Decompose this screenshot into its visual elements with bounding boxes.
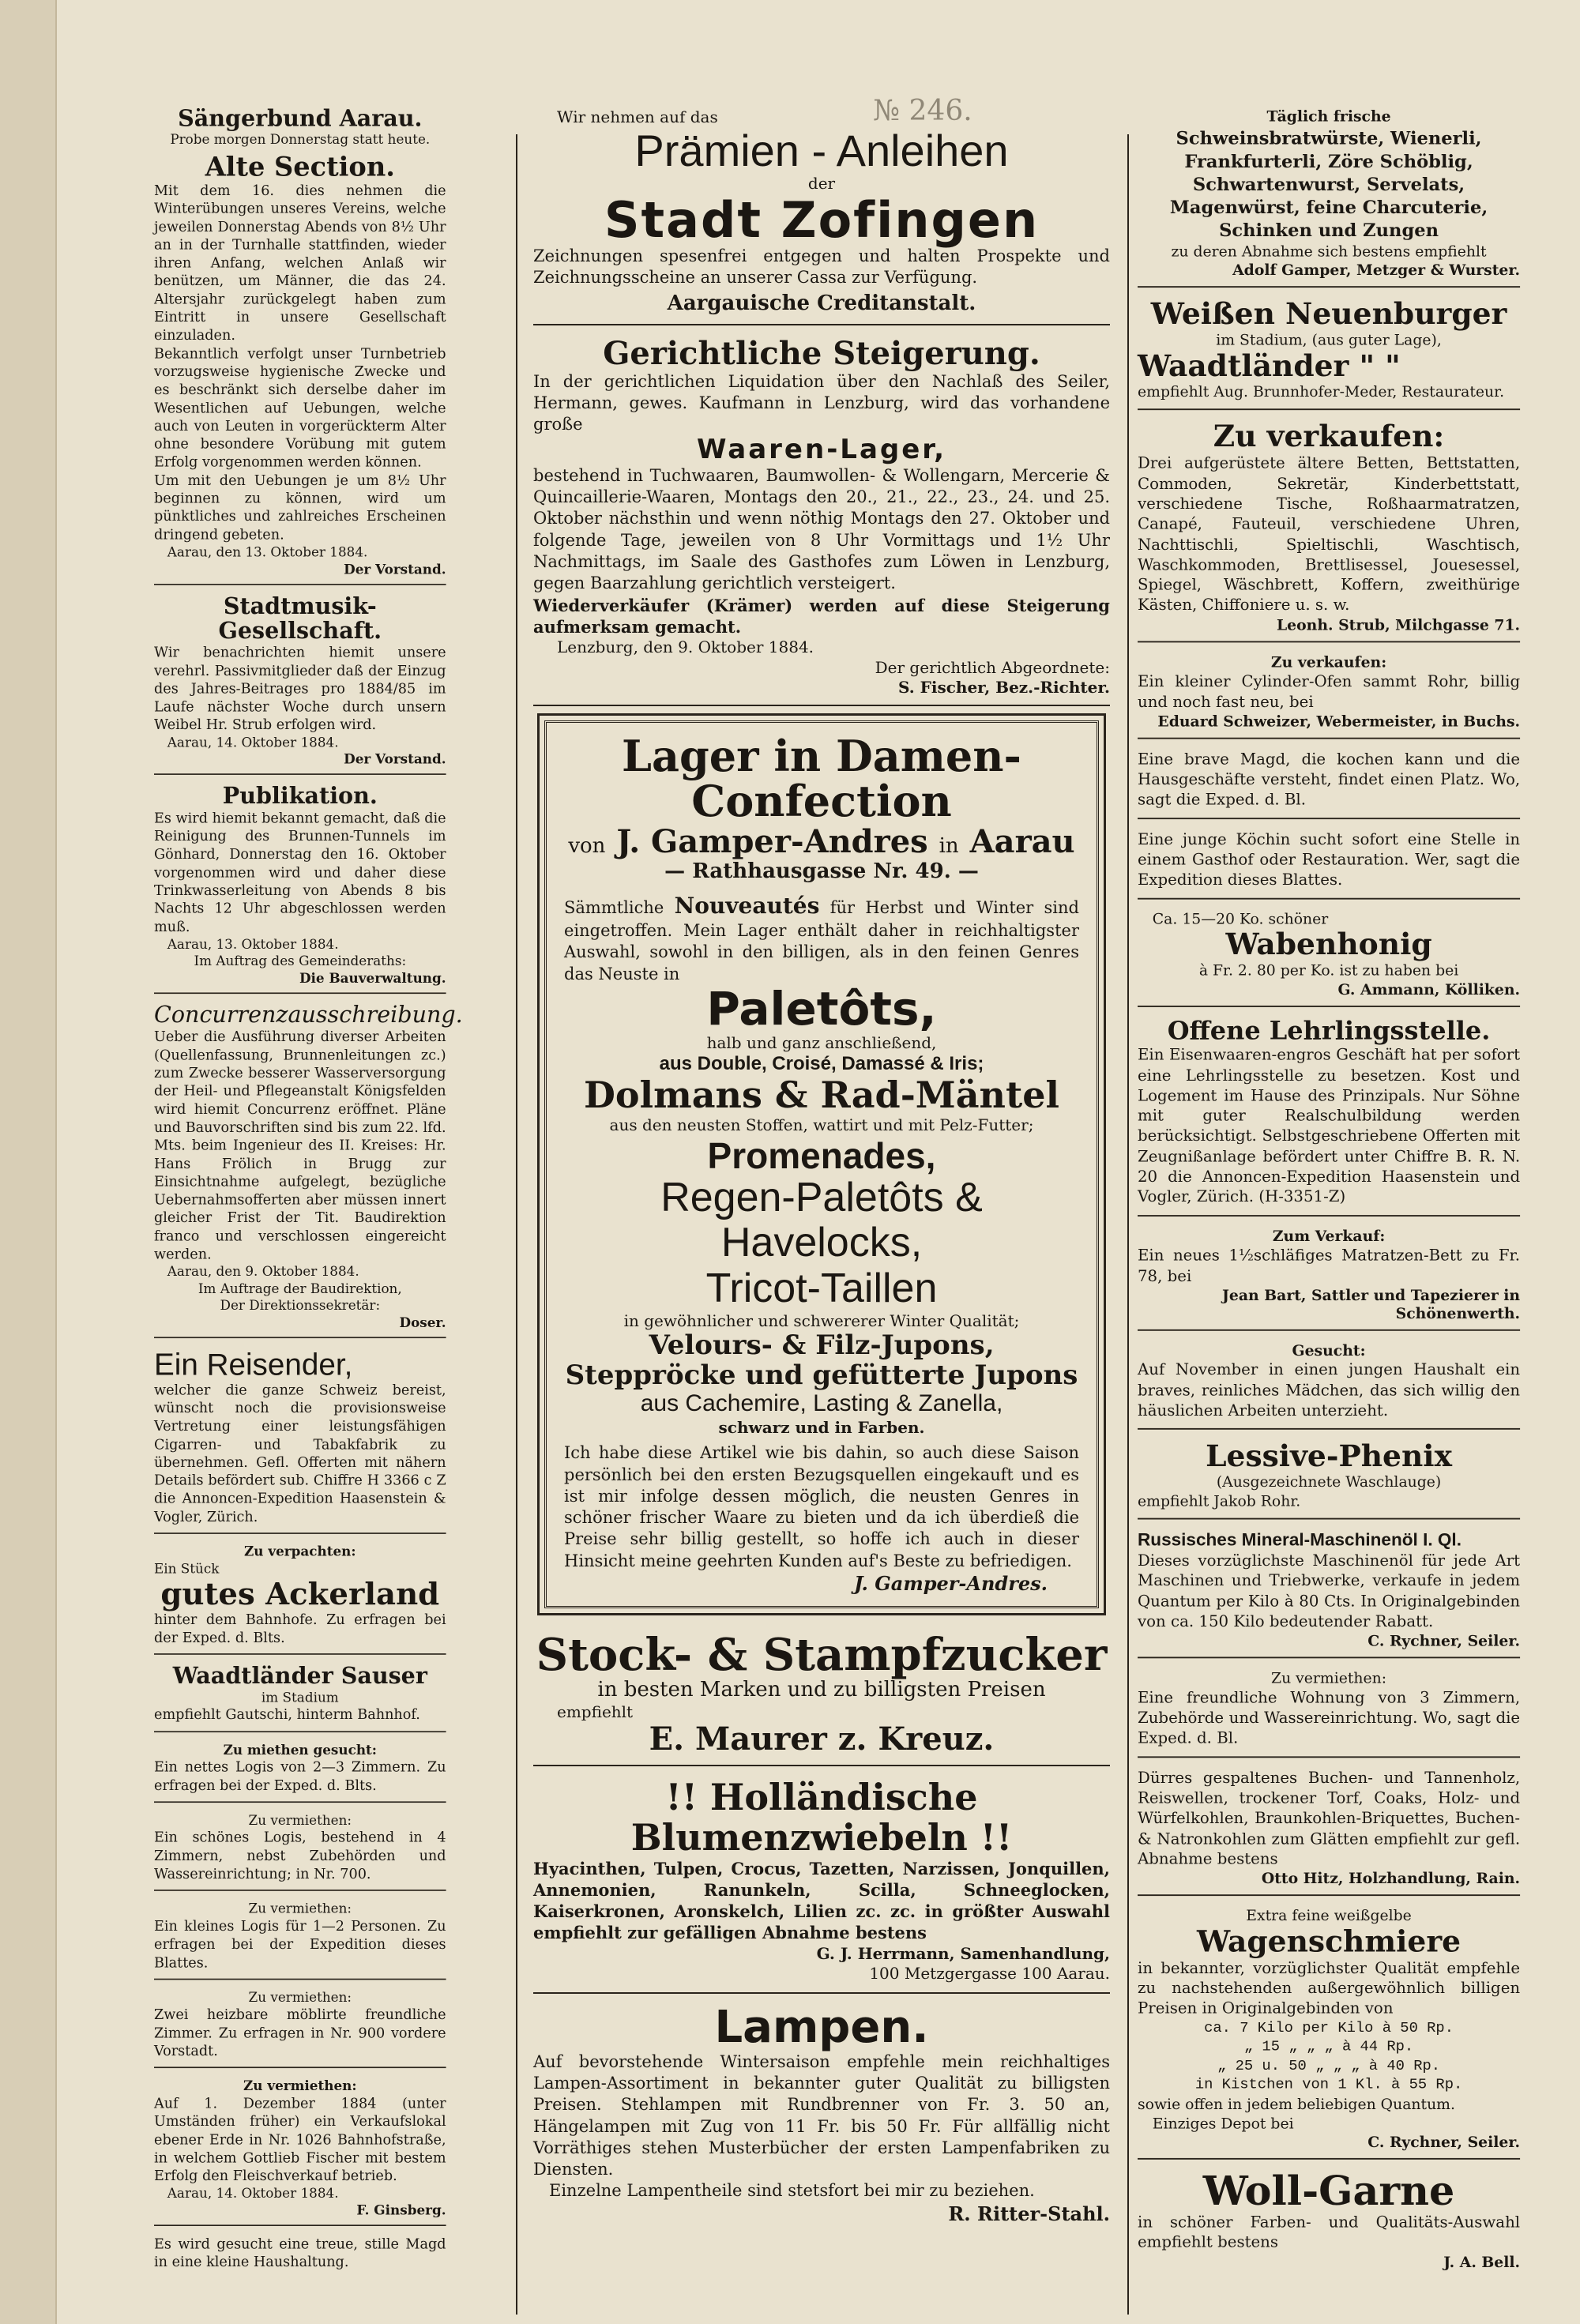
ad-date: Aarau, 14. Oktober 1884. — [167, 2185, 339, 2202]
ad-text: Ein schönes Logis, bestehend in 4 Zimmern, nebst Zubehörden und Wassereinrichtung; in Nr. 700. — [154, 1829, 446, 1882]
ad-text: Wir benachrichten hiemit unsere verehrl. Passivmitglieder daß der Einzug des Jahres-Beitrages pro 1884/85 im Laufe nächster Woche durch unsern Weibel Hr. Strub erfolgen wird. — [154, 644, 446, 733]
ad-title: Stock- & Stampfzucker — [536, 1629, 1108, 1682]
ad-text: In der gerichtlichen Liquidation über den Nachlaß des Seiler, Hermann, gewes. Kaufmann in Lenzburg, wird das vorhandene große — [533, 371, 1110, 434]
ad-wollgarne — [1138, 2166, 1520, 2278]
ad-title: Zu vermiethen: — [248, 1988, 352, 2006]
ad-firm: J. Gamper-Andres — [616, 822, 928, 860]
ad-text: Auf bevorstehende Wintersaison empfehle mein reichhaltiges Lampen-Assortiment in bekannter guter Qualität zu billigsten Preisen. Stehlampen mit Rundbrenner von Fr. 3. 50 an, Hängelampen mit Zug von 11 Fr. bis 50 Fr. Für allfällig nicht Vorräthiges stehen Musterbücher der ersten Lampenfabriken zu Diensten. — [533, 2051, 1110, 2179]
ad-signature: Aargauische Creditanstalt. — [667, 291, 976, 315]
ad-title: Gerichtliche Steigerung. — [603, 334, 1040, 372]
ad-text-6: Ich habe diese Artikel wie bis dahin, so auch diese Saison persönlich bei den ersten Bezugsquellen eingekauft und es ist mir infolge dessen möglich, die neusten Genres in schöner frischer Waare zu bieten und da ich überdieß die Preise sehr billig gestellt, so hoffe ich auch in dieser Hinsicht meine geehrten Kunden auf's Beste zu befriedigen. — [564, 1443, 1079, 1570]
ad-blumenzwiebeln — [533, 1773, 1110, 1994]
ad-pretitle: Zu verpachten: — [244, 1543, 356, 1559]
ad-city: Aarau — [969, 822, 1075, 860]
ad-promenades: Promenades, — [707, 1134, 936, 1176]
ad-title: Lessive-Phenix — [1206, 1438, 1453, 1474]
column-rule-right — [1127, 134, 1129, 2315]
ad-text-2: halb und ganz anschließend, — [706, 1032, 937, 1052]
ad-text: Drei aufgerüstete ältere Betten, Bettstatten, Commoden, Sekretär, Kinderbettstatt, verschiedene Tische, Roßhaarmatratzen, Canapé, Fauteuil, verschiedene Uhren, Nachttischli, Spieltischli, Waschtisch, Waschkommoden, Brettlisessel, Jouesessel, Spiegel, Wäschbrett, Koffern, zweithürige Kästen, Chiffoniere u. s. w. — [1138, 453, 1521, 615]
ad-depot: Einziges Depot bei — [1152, 2114, 1294, 2132]
ad-logis-5 — [154, 2074, 446, 2226]
ad-signature-line: Im Auftrag des Gemeinderaths: — [194, 953, 407, 969]
ad-signature: Leonh. Strub, Milchgasse 71. — [1276, 615, 1521, 634]
ad-intro: Wir nehmen auf das — [557, 107, 718, 126]
price-line-1: ca. 7 Kilo per Kilo à 50 Rp. — [1204, 2019, 1454, 2037]
newspaper-page — [83, 95, 1560, 2315]
ad-concurrenz — [154, 999, 463, 1338]
ad-text-4: aus den neusten Stoffen, wattirt und mit Pelz-Futter; — [609, 1115, 1034, 1135]
ad-text: Dürres gespaltenes Buchen- und Tannenholz, Reiswellen, trockener Torf, Coaks, Holz- und Würfelkohlen, Braunkohlen-Briquettes, Buchen- & Natronkohlen zum Glätten empfiehlt zur gefl. Abnahme bestens — [1138, 1769, 1521, 1868]
ad-text-2: Einzelne Lampentheile sind stetsfort bei mir zu beziehen. — [549, 2181, 1035, 2201]
ad-lampen — [533, 2000, 1110, 2233]
ad-subtitle: im Stadium — [261, 1689, 339, 1705]
ad-text: Mit dem 16. dies nehmen die Winterübungen unseres Vereins, welche jeweilen Donnerstag Abends von 8½ Uhr an in der Turnhalle stattfinden, wieder ihren Anfang, welchen Anlaß wir benützen, um Männer, die das 24. Altersjahr zurückgelegt haben zum Eintritt in unsere Gesellschaft einzuladen. — [154, 182, 446, 344]
ad-pretitle: Ca. 15—20 Ko. schöner — [1152, 909, 1329, 928]
ad-text: Es wird hiemit bekannt gemacht, daß die Reinigung des Brunnen-Tunnels im Gönhard, Donnerstag den 16. Oktober vorgenommen wird und daher diese Trinkwasserleitung von Abends 8 bis Nachts 12 Uhr abgeschlossen werden muß. — [154, 810, 446, 934]
ad-text-2: sowie offen in jedem beliebigen Quantum. — [1138, 2095, 1455, 2113]
ad-subtitle: Probe morgen Donnerstag statt heute. — [170, 131, 431, 148]
ad-text: in besten Marken und zu billigsten Preisen — [597, 1677, 1046, 1702]
ad-text-2: Bekanntlich verfolgt unser Turnbetrieb vorzugsweise hygienische Zwecke und es beschränkt sich derselbe daher im Wesentlichen auf Uebungen, welche auch von Leuten in vorgerückterm Alter ohne besondere Vorübung mit gutem Erfolg vorgenommen werden können. — [154, 345, 446, 470]
ad-velours: Velours- & Filz-Jupons, — [649, 1329, 995, 1362]
ad-date: Aarau, 14. Oktober 1884. — [167, 734, 339, 750]
ad-logis-2 — [154, 1808, 446, 1891]
ad-pretitle: Täglich frische — [1266, 107, 1391, 126]
right-column — [1138, 103, 1520, 2284]
ad-damen-confection — [544, 720, 1099, 1608]
ad-title: Ein Reisender, — [154, 1347, 353, 1382]
ad-logis-1 — [154, 1737, 446, 1802]
ad-date: Aarau, den 9. Oktober 1884. — [167, 1263, 359, 1280]
ad-signature: Eduard Schweizer, Webermeister, in Buchs. — [1157, 712, 1521, 731]
ad-title: Sängerbund Aarau. — [178, 105, 423, 132]
ad-lessive — [1138, 1436, 1520, 1520]
ad-pretitle: Extra feine weißgelbe — [1246, 1906, 1412, 1925]
ad-text: Ein nettes Logis von 2—3 Zimmern. Zu erfragen bei der Exped. d. Blts. — [154, 1758, 446, 1793]
ad-signature-line: Der gerichtlich Abgeordnete: — [875, 657, 1110, 677]
ad-magd-2 — [1138, 745, 1520, 819]
ad-title: Zu verkaufen: — [1213, 419, 1445, 454]
ad-title: Publikation. — [222, 783, 378, 810]
ad-title: Wabenhonig — [1225, 927, 1432, 962]
ad-signature: S. Fischer, Bez.-Richter. — [898, 678, 1110, 698]
ad-maedchen — [1138, 1337, 1520, 1430]
ad-text: Ein neues 1½schläfiges Matratzen-Bett zu Fr. 78, bei — [1138, 1246, 1521, 1285]
ad-title: Zu vermiethen: — [248, 1811, 352, 1828]
ad-text: Eine freundliche Wohnung von 3 Zimmern, Zubehörde und Wassereinrichtung. Wo, sagt die Exped. d. Bl. — [1138, 1688, 1521, 1747]
ad-von: von — [568, 833, 606, 858]
ad-magd — [154, 2232, 446, 2278]
ad-matratze — [1138, 1222, 1520, 1330]
ad-praemien-anleihen — [533, 103, 1110, 325]
ad-ackerland — [154, 1540, 446, 1655]
ad-wohnung — [1138, 1664, 1520, 1758]
ad-text: Hyacinthen, Tulpen, Crocus, Tazetten, Narzissen, Jonquillen, Annemonien, Ranunkeln, Scilla, Schneeglocken, Kaiserkronen, Aronskelch, Lilien zc. zc. in größter Auswahl empfiehlt zur gefälligen Abnahme bestens — [533, 1858, 1110, 1943]
ad-tricot: Tricot-Taillen — [705, 1265, 938, 1311]
ad-logis-4 — [154, 1985, 446, 2068]
ad-title: Prämien - Anleihen — [634, 125, 1009, 175]
middle-column — [533, 103, 1110, 2239]
ad-text-3: aus Double, Croisé, Damassé & Iris; — [659, 1053, 984, 1075]
ad-title: Weißen Neuenburger — [1150, 296, 1507, 332]
ad-logis-3 — [154, 1897, 446, 1980]
ad-koechin — [1138, 825, 1520, 899]
price-line-4: in Kistchen von 1 Kl. à 55 Rp. — [1194, 2076, 1463, 2094]
ad-text: Schweinsbratwürste, Wienerli, Frankfurterli, Zöre Schöblig, Schwartenwurst, Servelats, Magenwürst, feine Charcuterie, Schinken und Zungen — [1169, 126, 1488, 242]
ad-text: welcher die ganze Schweiz bereist, wünscht noch die provisionsweise Vertretung einer leistungsfähigen Cigarren- und Tabakfabrik zu übernehmen. Gefl. Offerten mit nähern Details befördert sub. Chiffre H 3366 c Z die Annoncen-Expedition Haasenstein & Vogler, Zürich. — [154, 1382, 446, 1525]
ad-title: Lager in Damen-Confection — [622, 731, 1021, 827]
ad-title-2: Waadtländer " " — [1138, 348, 1401, 384]
ad-address: — Rathhausgasse Nr. 49. — — [664, 859, 979, 883]
ad-signature: R. Ritter-Stahl. — [948, 2202, 1110, 2225]
ad-title: Zu verkaufen: — [1270, 652, 1387, 671]
ad-text-2: bestehend in Tuchwaaren, Baumwollen- & Wollengarn, Mercerie & Quincaillerie-Waaren, Montags den 20., 21., 22., 23., 24. und 25. Oktober nächsthin und wenn nöthig Montags den 27. Oktober und folgende Tage, jeweilen von 8 Uhr Vormittags und 1½ Uhr Nachmittags, im Saale des Gasthofes zum Löwen in Lenzburg, gegen Baarzahlung gerichtlich versteigert. — [533, 465, 1110, 593]
ad-title: Russisches Mineral-Maschinenöl I. Ql. — [1138, 1530, 1462, 1551]
ad-text: Dieses vorzüglichste Maschinenöl für jede Art Maschinen und Triebwerke, verkaufe in jedem Quantum per Kilo à 80 Cts. In Originalgebinden von ca. 150 Kilo bedeutender Rabatt. — [1138, 1551, 1521, 1630]
ad-text: Auf November in einen jungen Haushalt ein braves, reinliches Mädchen, das sich willig den häuslichen Arbeiten unterzieht. — [1138, 1360, 1521, 1420]
ad-text: hinter dem Bahnhofe. Zu erfragen bei der Exped. d. Blts. — [154, 1611, 446, 1646]
ad-date: Lenzburg, den 9. Oktober 1884. — [557, 637, 814, 657]
ad-publikation — [154, 780, 446, 994]
ad-text-2: zu deren Abnahme sich bestens empfiehlt — [1171, 242, 1487, 260]
ad-signature: Otto Hitz, Holzhandlung, Rain. — [1261, 1869, 1521, 1888]
ad-firm-line — [564, 824, 1079, 860]
ad-date: Aarau, 13. Oktober 1884. — [167, 935, 339, 953]
ad-in: in — [939, 833, 959, 858]
ad-signature-2: 100 Metzgergasse 100 Aarau. — [869, 1964, 1110, 1984]
ad-signature: Der Vorstand. — [344, 750, 446, 768]
ad-title: Zum Verkauf: — [1272, 1226, 1386, 1245]
ad-title: gutes Ackerland — [160, 1575, 440, 1612]
ad-saengerbund — [154, 103, 446, 585]
ad-title: Concurrenzausschreibung. — [154, 1002, 463, 1029]
ad-title: Wagenschmiere — [1197, 1924, 1462, 1959]
ad-signature: C. Rychner, Seiler. — [1367, 1631, 1521, 1650]
ad-text-a: Sämmtliche — [564, 897, 664, 917]
ad-signature: Doser. — [399, 1314, 446, 1331]
ad-city: Stadt Zofingen — [604, 190, 1040, 249]
ad-title: Waadtländer Sauser — [172, 1663, 427, 1690]
ad-wagenschmiere — [1138, 1902, 1520, 2160]
ad-signature: F. Ginsberg. — [356, 2202, 446, 2218]
ad-steigerung — [533, 332, 1110, 707]
ad-signature: C. Rychner, Seiler. — [1367, 2133, 1521, 2151]
ad-empfiehlt: empfiehlt — [557, 1702, 634, 1721]
ad-text-c: für Herbst und Winter sind eingetroffen. Mein Lager enthält daher in reichhaltigster Auswahl, sowohl in den billigen, als in den feinen Genres das Neuste in — [564, 897, 1079, 983]
ad-text-3: Um mit den Uebungen je um 8½ Uhr beginnen zu können, wird um pünktliches und zahlreiches Erscheinen dringend gebeten. — [154, 472, 446, 543]
ad-stadtmusik — [154, 590, 446, 775]
ad-text — [564, 892, 1079, 985]
ad-signature: J. Gamper-Andres. — [854, 1572, 1048, 1596]
ad-signature-line-2: Der Direktionssekretär: — [220, 1297, 381, 1314]
ad-holz — [1138, 1764, 1520, 1897]
ad-signature: Der Vorstand. — [344, 561, 446, 577]
ad-lager: Waaren-Lager, — [696, 434, 946, 466]
ad-title: Zu vermiethen: — [243, 2078, 357, 2094]
ad-title: Zu vermiethen: — [1271, 1668, 1387, 1687]
ad-pretitle-2: Ein Stück — [154, 1560, 220, 1577]
ad-text: Eine junge Köchin sucht sofort eine Stelle in einem Gasthof oder Restauration. Wer, sagt die Expedition dieses Blattes. — [1138, 829, 1521, 889]
ad-title: Gesucht: — [1292, 1341, 1366, 1359]
ad-der: der — [807, 174, 836, 194]
ad-text: Zeichnungen spesenfrei entgegen und halten Prospekte und Zeichnungsscheine an unserer Cassa zur Verfügung. — [533, 246, 1110, 288]
ad-maschinenoel — [1138, 1525, 1520, 1658]
ad-signature: G. J. Herrmann, Samenhandlung, — [816, 1943, 1110, 1963]
ad-signature: J. A. Bell. — [1443, 2252, 1521, 2271]
ad-signature: Adolf Gamper, Metzger & Wurster. — [1232, 261, 1521, 279]
ad-text: Ein Eisenwaaren-engros Geschäft hat per sofort eine Lehrlingsstelle zu besetzen. Kost und Logement im Hause des Prinzipals. Nur Söhne mit guter Realschulbildung werden berücksichtigt. Selbstgeschriebene Offerten mit Zeugnißanlage befördert unter Chiffre B. R. N. 20 die Annoncen-Expedition Haasenstein und Vogler, Zürich. (H-3351-Z) — [1138, 1046, 1521, 1206]
ad-text: empfiehlt Gautschi, hinterm Bahnhof. — [154, 1706, 420, 1723]
ad-title: !! Holländische Blumenzwiebeln !! — [630, 1776, 1013, 1859]
ad-title: Woll-Garne — [1202, 2167, 1455, 2215]
ad-title: Offene Lehrlingsstelle. — [1167, 1016, 1491, 1046]
ad-ofen — [1138, 649, 1520, 739]
ad-text: Eine brave Magd, die kochen kann und die Hausgeschäfte versteht, findet einen Platz. Wo, sagt die Exped. d. Bl. — [1138, 750, 1521, 809]
page-number: № 246. — [873, 95, 972, 127]
ad-text-3: Wiederverkäufer (Krämer) werden auf diese Steigerung aufmerksam gemacht. — [533, 595, 1110, 637]
ad-stepp: Steppröcke und gefütterte Jupons — [565, 1359, 1078, 1391]
price-line-3: „ 25 u. 50 „ „ „ à 40 Rp. — [1217, 2057, 1441, 2075]
ad-nouveautes: Nouveautés — [674, 892, 820, 919]
ad-regen: Regen-Paletôts & Havelocks, — [660, 1175, 983, 1266]
ad-sauser — [154, 1660, 446, 1732]
ad-text: Ein kleiner Cylinder-Ofen sammt Rohr, billig und noch fast neu, bei — [1138, 672, 1521, 711]
ad-signature-line: Im Auftrage der Baudirektion, — [198, 1280, 402, 1297]
ad-reisender — [154, 1344, 446, 1534]
ad-wabenhonig — [1138, 905, 1520, 1007]
ad-signature: Jean Bart, Sattler und Tapezierer in Schönenwerth. — [1221, 1286, 1521, 1322]
ad-wurst — [1138, 103, 1520, 288]
ad-text: empfiehlt Jakob Rohr. — [1138, 1491, 1301, 1510]
ad-zucker — [533, 1627, 1110, 1766]
ad-text: Zwei heizbare möblirte freundliche Zimmer. Zu erfragen in Nr. 900 vordere Vorstadt. — [154, 2006, 446, 2059]
binding-gutter — [0, 0, 57, 2324]
ad-text: empfiehlt Aug. Brunnhofer-Meder, Restaurateur. — [1138, 382, 1505, 400]
left-column — [154, 103, 463, 2284]
ad-date: Aarau, den 13. Oktober 1884. — [167, 543, 368, 560]
ad-lehrlingsstelle — [1138, 1013, 1520, 1216]
ad-text: Es wird gesucht eine treue, stille Magd in eine kleine Haushaltung. — [154, 2236, 446, 2270]
ad-title: Zu miethen gesucht: — [223, 1741, 378, 1758]
ad-neuenburger — [1138, 294, 1520, 411]
ad-title: Lampen. — [714, 2001, 929, 2053]
ad-verkaufen-moebel — [1138, 416, 1520, 642]
ad-text-5: in gewöhnlicher und schwererer Winter Qualität; — [623, 1311, 1020, 1330]
ad-text: Ein kleines Logis für 1—2 Personen. Zu erfragen bei der Expedition dieses Blattes. — [154, 1918, 446, 1971]
ad-subtitle: (Ausgezeichnete Waschlauge) — [1216, 1472, 1442, 1491]
ad-dolmans: Dolmans & Rad-Mäntel — [584, 1074, 1059, 1117]
ad-signature: G. Ammann, Kölliken. — [1337, 980, 1521, 998]
ad-text: Ueber die Ausführung diverser Arbeiten (Quellenfassung, Brunnenleitungen zc.) zum Zwecke besserer Wasserversorgung der Heil- und Pflegeanstalt Königsfelden wird hiemit Concurrenz eröffnet. Pläne und Bauvorschriften sind bis zum 22. lfd. Mts. beim Ingenieur des II. Kreises: Hr. Hans Frölich in Brugg zur Einsichtnahme aufgelegt, bezügliche Uebernahmsofferten aber müssen innert gleicher Frist der Tit. Baudirektion franco und verschlossen eingereicht werden. — [154, 1029, 446, 1262]
ad-signature: E. Maurer z. Kreuz. — [649, 1720, 995, 1758]
column-rule-left — [516, 134, 517, 2315]
ad-subtitle: im Stadium, (aus guter Lage), — [1216, 330, 1442, 349]
ad-text: in bekannter, vorzüglichster Qualität empfehle zu nachstehenden außergewöhnlich billigen Preisen in Originalgebinden von — [1138, 1958, 1521, 2018]
price-line-2: „ 15 „ „ „ à 44 Rp. — [1243, 2038, 1414, 2056]
ad-text: in schöner Farben- und Qualitäts-Auswahl empfiehlt bestens — [1138, 2213, 1521, 2251]
ad-cachemire: aus Cachemire, Lasting & Zanella, — [640, 1390, 1003, 1417]
ad-text: Auf 1. Dezember 1884 (unter Umständen früher) ein Verkaufslokal ebener Erde in Nr. 1026 Bahnhofstraße, in welchem Gottlieb Fischer mit bestem Erfolg den Fleischverkauf betrieb. — [154, 2095, 446, 2184]
ad-text: à Fr. 2. 80 per Ko. ist zu haben bei — [1198, 961, 1459, 980]
ad-schwarz: schwarz und in Farben. — [718, 1417, 925, 1437]
ad-paletots: Paletôts, — [706, 981, 937, 1036]
ad-signature: Die Bauverwaltung. — [299, 969, 446, 987]
ad-title: Stadtmusik-Gesellschaft. — [218, 592, 382, 645]
ad-title: Zu vermiethen: — [248, 1900, 352, 1917]
ad-section-title: Alte Section. — [205, 151, 395, 182]
